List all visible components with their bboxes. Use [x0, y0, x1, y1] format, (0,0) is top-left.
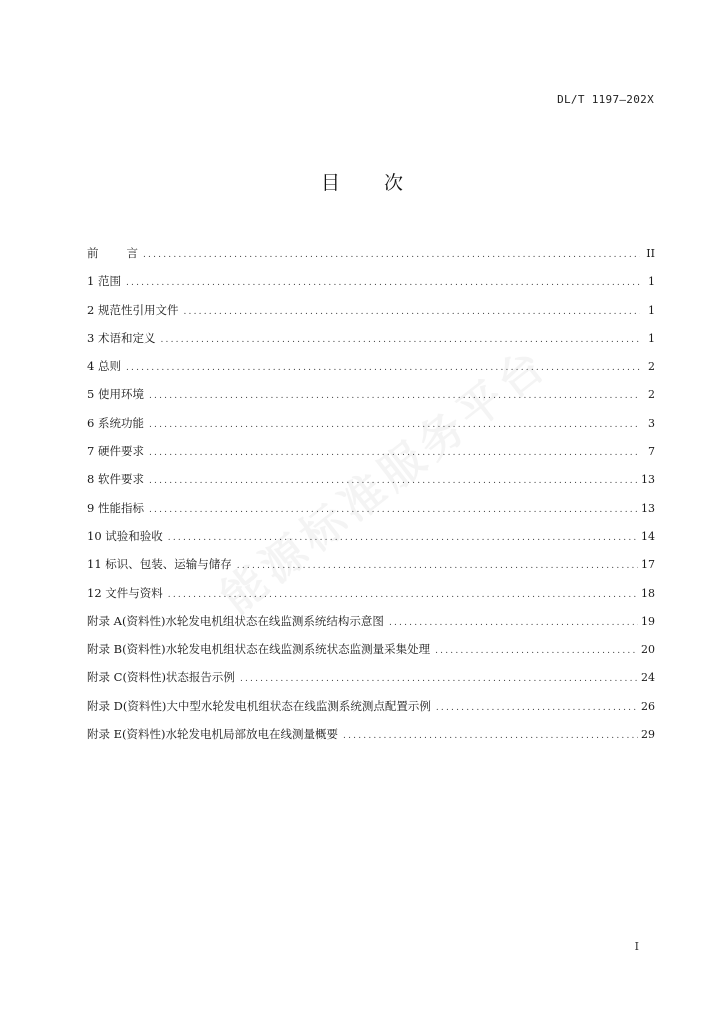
toc-entry-page: 2 [648, 360, 655, 374]
toc-entry[interactable] [87, 557, 655, 585]
toc-leader-dots [126, 361, 640, 375]
toc-entry-label: 11 标识、包装、运输与储存 [87, 557, 232, 572]
toc-leader-dots [149, 446, 640, 460]
toc-leader-dots [435, 644, 638, 658]
toc-leader-dots [149, 474, 638, 488]
toc-leader-dots [126, 276, 640, 290]
toc-entry-page: 29 [641, 728, 655, 742]
toc-entry-label: 附录 B(资料性)水轮发电机组状态在线监测系统状态监测量采集处理 [87, 642, 431, 657]
toc-entry-page: 19 [641, 614, 655, 628]
toc-entry-label: 附录 E(资料性)水轮发电机局部放电在线测量概要 [87, 727, 339, 742]
toc-leader-dots [149, 389, 640, 403]
toc-entry-page: II [646, 247, 655, 260]
toc-entry-page: 1 [648, 275, 655, 289]
toc-leader-dots [436, 701, 638, 715]
toc-entry-page: 13 [641, 501, 655, 515]
toc-entry[interactable] [87, 416, 655, 444]
toc-entry-label: 3 术语和定义 [87, 330, 156, 345]
toc-entry[interactable] [87, 472, 655, 500]
toc-entry-label: 附录 C(资料性)状态报告示例 [87, 670, 235, 685]
toc-entry-page: 2 [648, 388, 655, 402]
toc-entry-appendix[interactable] [87, 727, 655, 755]
toc-entry[interactable] [87, 331, 655, 359]
toc-title-char-2: 次 [384, 172, 448, 194]
toc-entry-label: 6 系统功能 [87, 415, 144, 430]
toc-entry[interactable] [87, 274, 655, 302]
toc-entry-page: 1 [648, 303, 655, 317]
toc-entry-label: 8 软件要求 [87, 472, 144, 487]
toc-entry-label: 1 范围 [87, 274, 121, 289]
toc-entry-foreword[interactable] [87, 246, 655, 274]
toc-entry-label: 12 文件与资料 [87, 585, 163, 600]
toc-entry-label: 9 性能指标 [87, 500, 144, 515]
toc-leader-dots [240, 672, 638, 686]
toc-leader-dots [343, 729, 638, 743]
toc-entry-page: 18 [641, 586, 655, 600]
toc-leader-dots [183, 305, 640, 319]
toc-entry-appendix[interactable] [87, 699, 655, 727]
toc-entry[interactable] [87, 303, 655, 331]
toc-title [0, 168, 724, 195]
toc-leader-dots [389, 616, 638, 630]
toc-leader-dots [168, 531, 638, 545]
toc-entry-label: 前 言 [87, 246, 138, 260]
toc-leader-dots [149, 418, 640, 432]
toc-entry[interactable] [87, 501, 655, 529]
toc-entry-page: 20 [641, 643, 655, 657]
toc-entry[interactable] [87, 586, 655, 614]
toc-entry-page: 13 [641, 473, 655, 487]
toc-entry-appendix[interactable] [87, 614, 655, 642]
toc-entry-page: 14 [641, 529, 655, 543]
toc-entry-label: 附录 D(资料性)大中型水轮发电机组状态在线监测系统测点配置示例 [87, 698, 431, 713]
toc-leader-dots [149, 503, 638, 517]
toc-entry-page: 1 [648, 331, 655, 345]
page-number: I [634, 940, 639, 953]
toc-entry-label: 10 试验和验收 [87, 528, 163, 543]
toc-entry-label: 5 使用环境 [87, 387, 144, 402]
toc-leader-dots [160, 333, 640, 347]
toc-entry-label: 2 规范性引用文件 [87, 302, 179, 317]
toc-entry[interactable] [87, 359, 655, 387]
toc-entry-page: 26 [641, 699, 655, 713]
toc-entry-appendix[interactable] [87, 642, 655, 670]
toc-title-char-1: 目 [320, 172, 384, 194]
toc-entry-label: 7 硬件要求 [87, 444, 144, 459]
document-code: DL/T 1197—202X [557, 93, 654, 106]
toc-entry-label: 4 总则 [87, 359, 121, 374]
toc-leader-dots [168, 588, 638, 602]
toc-list [87, 246, 655, 755]
toc-entry[interactable] [87, 529, 655, 557]
toc-entry-appendix[interactable] [87, 670, 655, 698]
toc-entry-label: 附录 A(资料性)水轮发电机组状态在线监测系统结构示意图 [87, 613, 384, 628]
toc-entry-page: 7 [648, 445, 655, 459]
toc-entry[interactable] [87, 444, 655, 472]
toc-leader-dots [143, 248, 640, 262]
toc-entry[interactable] [87, 387, 655, 415]
toc-entry-page: 24 [641, 671, 655, 685]
toc-leader-dots [237, 559, 638, 573]
toc-entry-page: 17 [641, 558, 655, 572]
toc-entry-page: 3 [648, 416, 655, 430]
